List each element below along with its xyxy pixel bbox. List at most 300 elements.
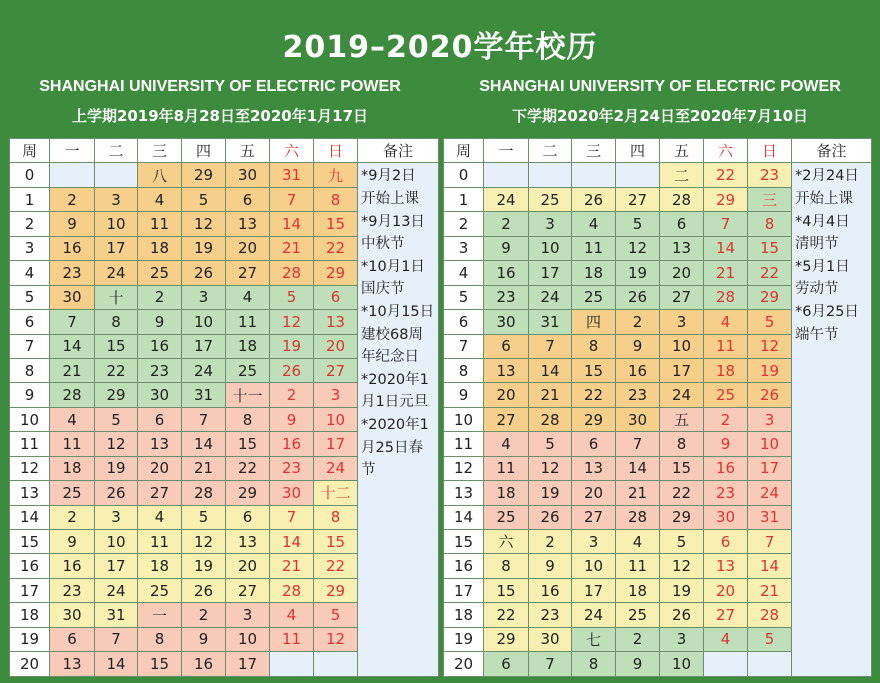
day-cell: 17: [226, 652, 270, 676]
day-cell: 6: [314, 285, 358, 309]
day-cell: 18: [616, 578, 660, 602]
day-cell: 10: [529, 236, 572, 260]
week-number: 20: [10, 652, 50, 676]
day-cell: 25: [529, 187, 572, 211]
day-cell: 28: [270, 261, 314, 285]
week-number: 20: [444, 652, 484, 676]
note-line: *2020年1: [361, 416, 429, 433]
day-cell: 15: [314, 530, 358, 554]
day-cell: 19: [182, 236, 226, 260]
day-cell: 28: [50, 383, 95, 407]
week-number: 4: [444, 261, 484, 285]
day-cell: 2: [182, 603, 226, 627]
day-cell: 21: [704, 261, 748, 285]
day-cell: 2: [616, 310, 660, 334]
day-cell: 30: [138, 383, 182, 407]
day-cell: 14: [616, 456, 660, 480]
day-cell: 11: [138, 212, 182, 236]
semester2-calendar: [443, 138, 872, 677]
note-line: 月1日元旦: [361, 394, 429, 411]
note-line: *4月4日: [795, 213, 850, 230]
day-cell: 24: [182, 358, 226, 382]
day-cell: 11: [138, 530, 182, 554]
weekday-header: 日: [748, 139, 792, 163]
day-cell: 4: [50, 407, 95, 431]
day-cell: 6: [50, 627, 95, 651]
week-number: 10: [10, 407, 50, 431]
day-cell: 9: [182, 627, 226, 651]
day-cell: 13: [50, 652, 95, 676]
day-cell: 9: [704, 432, 748, 456]
day-cell: 16: [704, 456, 748, 480]
day-cell: 28: [182, 481, 226, 505]
day-cell: 26: [529, 505, 572, 529]
day-cell: 29: [660, 505, 704, 529]
note-line: 年纪念日: [361, 349, 419, 366]
day-cell: 18: [572, 261, 616, 285]
day-cell: 13: [660, 236, 704, 260]
note-line: *9月2日: [361, 168, 416, 185]
day-cell: 8: [660, 432, 704, 456]
day-cell: 十: [95, 285, 138, 309]
day-cell: 7: [270, 187, 314, 211]
day-cell: 14: [50, 334, 95, 358]
day-cell: 25: [572, 285, 616, 309]
week-number: 17: [444, 578, 484, 602]
day-cell: 9: [138, 310, 182, 334]
day-cell: 25: [484, 505, 529, 529]
day-cell: 29: [226, 481, 270, 505]
day-cell: 6: [484, 652, 529, 676]
week-header: 周: [444, 139, 484, 163]
week-number: 6: [444, 310, 484, 334]
day-cell: [314, 652, 358, 676]
day-cell: [616, 163, 660, 187]
day-cell: 23: [529, 603, 572, 627]
day-cell: 23: [704, 481, 748, 505]
note-line: *6月25日: [795, 304, 859, 320]
day-cell: 30: [529, 627, 572, 651]
week-number: 2: [444, 212, 484, 236]
day-cell: 8: [572, 652, 616, 676]
day-cell: 22: [226, 456, 270, 480]
day-cell: 3: [660, 310, 704, 334]
day-cell: 14: [270, 530, 314, 554]
day-cell: 4: [484, 432, 529, 456]
day-cell: 7: [616, 432, 660, 456]
day-cell: 5: [95, 407, 138, 431]
week-number: 12: [10, 456, 50, 480]
day-cell: [50, 163, 95, 187]
day-cell: [529, 163, 572, 187]
day-cell: 20: [226, 554, 270, 578]
day-cell: 25: [226, 358, 270, 382]
day-cell: 4: [138, 187, 182, 211]
week-number: 7: [444, 334, 484, 358]
day-cell: 14: [529, 358, 572, 382]
day-cell: 17: [95, 554, 138, 578]
day-cell: 12: [182, 530, 226, 554]
week-number: 9: [10, 383, 50, 407]
day-cell: 12: [660, 554, 704, 578]
day-cell: 12: [182, 212, 226, 236]
day-cell: 24: [660, 383, 704, 407]
day-cell: 2: [704, 407, 748, 431]
day-cell: 12: [748, 334, 792, 358]
day-cell: 29: [314, 261, 358, 285]
day-cell: 八: [138, 163, 182, 187]
day-cell: 27: [572, 505, 616, 529]
day-cell: 23: [616, 383, 660, 407]
day-cell: 27: [314, 358, 358, 382]
day-cell: 13: [704, 554, 748, 578]
day-cell: 26: [270, 358, 314, 382]
day-cell: 20: [572, 481, 616, 505]
day-cell: 3: [95, 187, 138, 211]
day-cell: 26: [182, 578, 226, 602]
day-cell: 24: [484, 187, 529, 211]
day-cell: 8: [748, 212, 792, 236]
day-cell: 27: [484, 407, 529, 431]
day-cell: 31: [270, 163, 314, 187]
day-cell: 30: [704, 505, 748, 529]
day-cell: 21: [529, 383, 572, 407]
day-cell: 13: [572, 456, 616, 480]
day-cell: 15: [572, 358, 616, 382]
day-cell: [270, 652, 314, 676]
day-cell: 27: [226, 261, 270, 285]
day-cell: 29: [748, 285, 792, 309]
day-cell: 15: [138, 652, 182, 676]
day-cell: 8: [95, 310, 138, 334]
day-cell: 2: [484, 212, 529, 236]
day-cell: 28: [660, 187, 704, 211]
day-cell: 6: [484, 334, 529, 358]
day-cell: 4: [616, 530, 660, 554]
day-cell: 23: [50, 578, 95, 602]
day-cell: 10: [572, 554, 616, 578]
weekday-header: 二: [95, 139, 138, 163]
day-cell: 21: [616, 481, 660, 505]
day-cell: 15: [748, 236, 792, 260]
day-cell: 20: [704, 578, 748, 602]
day-cell: 31: [182, 383, 226, 407]
note-line: 开始上课: [361, 191, 419, 208]
week-number: 10: [444, 407, 484, 431]
day-cell: 7: [748, 530, 792, 554]
day-cell: 2: [50, 187, 95, 211]
week-number: 6: [10, 310, 50, 334]
day-cell: 28: [529, 407, 572, 431]
day-cell: 9: [616, 334, 660, 358]
day-cell: 29: [182, 163, 226, 187]
day-cell: 19: [660, 578, 704, 602]
day-cell: 5: [182, 187, 226, 211]
day-cell: 25: [704, 383, 748, 407]
day-cell: 22: [314, 554, 358, 578]
day-cell: 9: [50, 530, 95, 554]
note-line: 国庆节: [361, 281, 405, 298]
day-cell: 7: [704, 212, 748, 236]
day-cell: 8: [484, 554, 529, 578]
day-cell: 17: [572, 578, 616, 602]
notes-header: 备注: [792, 139, 872, 163]
day-cell: [748, 652, 792, 676]
day-cell: 14: [704, 236, 748, 260]
day-cell: 30: [226, 163, 270, 187]
day-cell: 9: [270, 407, 314, 431]
day-cell: 4: [138, 505, 182, 529]
day-cell: 5: [529, 432, 572, 456]
day-cell: 6: [226, 505, 270, 529]
day-cell: 3: [572, 530, 616, 554]
week-number: 3: [10, 236, 50, 260]
day-cell: 6: [138, 407, 182, 431]
week-number: 14: [10, 505, 50, 529]
day-cell: 14: [270, 212, 314, 236]
week-number: 0: [444, 163, 484, 187]
day-cell: 16: [138, 334, 182, 358]
day-cell: 7: [182, 407, 226, 431]
week-number: 15: [444, 530, 484, 554]
left-university: SHANGHAI UNIVERSITY OF ELECTRIC POWER: [39, 78, 401, 95]
day-cell: 18: [704, 358, 748, 382]
day-cell: 26: [748, 383, 792, 407]
day-cell: 3: [182, 285, 226, 309]
day-cell: 五: [660, 407, 704, 431]
day-cell: 11: [50, 432, 95, 456]
day-cell: 19: [95, 456, 138, 480]
day-cell: 20: [226, 236, 270, 260]
note-line: 劳动节: [795, 281, 839, 298]
day-cell: 23: [50, 261, 95, 285]
weekday-header: 四: [182, 139, 226, 163]
week-number: 16: [10, 554, 50, 578]
day-cell: 27: [704, 603, 748, 627]
day-cell: 10: [748, 432, 792, 456]
day-cell: 11: [616, 554, 660, 578]
day-cell: 13: [484, 358, 529, 382]
day-cell: 27: [660, 285, 704, 309]
note-line: *10月15日: [361, 304, 435, 320]
day-cell: 19: [270, 334, 314, 358]
day-cell: [704, 652, 748, 676]
day-cell: 4: [572, 212, 616, 236]
day-cell: 17: [182, 334, 226, 358]
note-line: *10月1日: [361, 258, 425, 275]
day-cell: 29: [314, 578, 358, 602]
day-cell: 18: [50, 456, 95, 480]
week-number: 16: [444, 554, 484, 578]
day-cell: 22: [572, 383, 616, 407]
day-cell: 十二: [314, 481, 358, 505]
day-cell: 29: [484, 627, 529, 651]
day-cell: 27: [226, 578, 270, 602]
day-cell: 二: [660, 163, 704, 187]
day-cell: [572, 163, 616, 187]
day-cell: 2: [50, 505, 95, 529]
day-cell: 20: [660, 261, 704, 285]
week-number: 13: [444, 481, 484, 505]
day-cell: 7: [529, 334, 572, 358]
day-cell: 6: [704, 530, 748, 554]
day-cell: 20: [484, 383, 529, 407]
day-cell: 15: [484, 578, 529, 602]
week-number: 15: [10, 530, 50, 554]
day-cell: 14: [95, 652, 138, 676]
day-cell: 24: [95, 261, 138, 285]
day-cell: 21: [182, 456, 226, 480]
day-cell: 10: [95, 530, 138, 554]
day-cell: 28: [616, 505, 660, 529]
day-cell: 30: [270, 481, 314, 505]
note-line: 月25日春节: [361, 439, 423, 479]
left-semester: 上学期2019年8月28日至2020年1月17日: [71, 107, 369, 125]
day-cell: 23: [748, 163, 792, 187]
week-header: 周: [10, 139, 50, 163]
note-line: 建校68周: [361, 326, 423, 343]
day-cell: 31: [529, 310, 572, 334]
day-cell: 26: [182, 261, 226, 285]
day-cell: 25: [138, 261, 182, 285]
day-cell: 5: [660, 530, 704, 554]
page-title: 2019–2020学年校历: [282, 30, 598, 65]
day-cell: 19: [616, 261, 660, 285]
day-cell: 13: [226, 212, 270, 236]
day-cell: 九: [314, 163, 358, 187]
day-cell: 9: [616, 652, 660, 676]
day-cell: 28: [270, 578, 314, 602]
day-cell: 6: [572, 432, 616, 456]
day-cell: 22: [314, 236, 358, 260]
day-cell: 24: [95, 578, 138, 602]
day-cell: 26: [95, 481, 138, 505]
day-cell: 18: [138, 236, 182, 260]
week-number: 13: [10, 481, 50, 505]
day-cell: 7: [95, 627, 138, 651]
week-number: 8: [444, 358, 484, 382]
day-cell: 六: [484, 530, 529, 554]
day-cell: 10: [660, 334, 704, 358]
week-number: 8: [10, 358, 50, 382]
day-cell: 20: [138, 456, 182, 480]
day-cell: 15: [660, 456, 704, 480]
day-cell: 12: [314, 627, 358, 651]
day-cell: 25: [616, 603, 660, 627]
note-line: 端午节: [795, 326, 839, 343]
day-cell: 3: [314, 383, 358, 407]
day-cell: 30: [616, 407, 660, 431]
day-cell: 4: [704, 310, 748, 334]
day-cell: 26: [572, 187, 616, 211]
day-cell: 17: [314, 432, 358, 456]
day-cell: 10: [314, 407, 358, 431]
day-cell: 15: [95, 334, 138, 358]
week-number: 11: [444, 432, 484, 456]
day-cell: 25: [138, 578, 182, 602]
day-cell: 16: [182, 652, 226, 676]
day-cell: 28: [748, 603, 792, 627]
week-number: 7: [10, 334, 50, 358]
day-cell: 27: [616, 187, 660, 211]
day-cell: 5: [616, 212, 660, 236]
notes-header: 备注: [358, 139, 439, 163]
day-cell: 24: [314, 456, 358, 480]
day-cell: 8: [314, 505, 358, 529]
day-cell: 12: [270, 310, 314, 334]
weekday-header: 六: [270, 139, 314, 163]
day-cell: 14: [182, 432, 226, 456]
day-cell: 29: [704, 187, 748, 211]
day-cell: 5: [270, 285, 314, 309]
weekday-header: 五: [660, 139, 704, 163]
note-line: *5月1日: [795, 258, 850, 275]
day-cell: 16: [270, 432, 314, 456]
day-cell: 30: [484, 310, 529, 334]
day-cell: 16: [50, 236, 95, 260]
day-cell: 3: [748, 407, 792, 431]
day-cell: 30: [50, 285, 95, 309]
day-cell: 13: [138, 432, 182, 456]
day-cell: 10: [226, 627, 270, 651]
week-number: 1: [10, 187, 50, 211]
day-cell: 22: [660, 481, 704, 505]
day-cell: 5: [748, 310, 792, 334]
week-number: 1: [444, 187, 484, 211]
day-cell: 17: [95, 236, 138, 260]
day-cell: 21: [270, 236, 314, 260]
day-cell: 19: [182, 554, 226, 578]
day-cell: 8: [138, 627, 182, 651]
day-cell: 15: [226, 432, 270, 456]
day-cell: 22: [484, 603, 529, 627]
day-cell: 31: [95, 603, 138, 627]
week-number: 4: [10, 261, 50, 285]
week-number: 19: [444, 627, 484, 651]
day-cell: 一: [138, 603, 182, 627]
day-cell: 24: [748, 481, 792, 505]
day-cell: 7: [50, 310, 95, 334]
weekday-header: 二: [529, 139, 572, 163]
note-line: 中秋节: [361, 236, 405, 253]
day-cell: 2: [529, 530, 572, 554]
day-cell: 29: [95, 383, 138, 407]
weekday-header: 一: [50, 139, 95, 163]
day-cell: 21: [270, 554, 314, 578]
day-cell: 17: [748, 456, 792, 480]
day-cell: 3: [529, 212, 572, 236]
day-cell: 23: [138, 358, 182, 382]
day-cell: 6: [226, 187, 270, 211]
day-cell: 11: [484, 456, 529, 480]
day-cell: 7: [270, 505, 314, 529]
day-cell: 4: [226, 285, 270, 309]
day-cell: 11: [226, 310, 270, 334]
day-cell: 13: [314, 310, 358, 334]
day-cell: 2: [138, 285, 182, 309]
day-cell: 18: [138, 554, 182, 578]
day-cell: 2: [270, 383, 314, 407]
week-number: 18: [10, 603, 50, 627]
day-cell: 21: [50, 358, 95, 382]
day-cell: 6: [660, 212, 704, 236]
weekday-header: 三: [138, 139, 182, 163]
day-cell: 24: [572, 603, 616, 627]
day-cell: 12: [95, 432, 138, 456]
day-cell: 9: [529, 554, 572, 578]
day-cell: 20: [314, 334, 358, 358]
day-cell: 19: [529, 481, 572, 505]
